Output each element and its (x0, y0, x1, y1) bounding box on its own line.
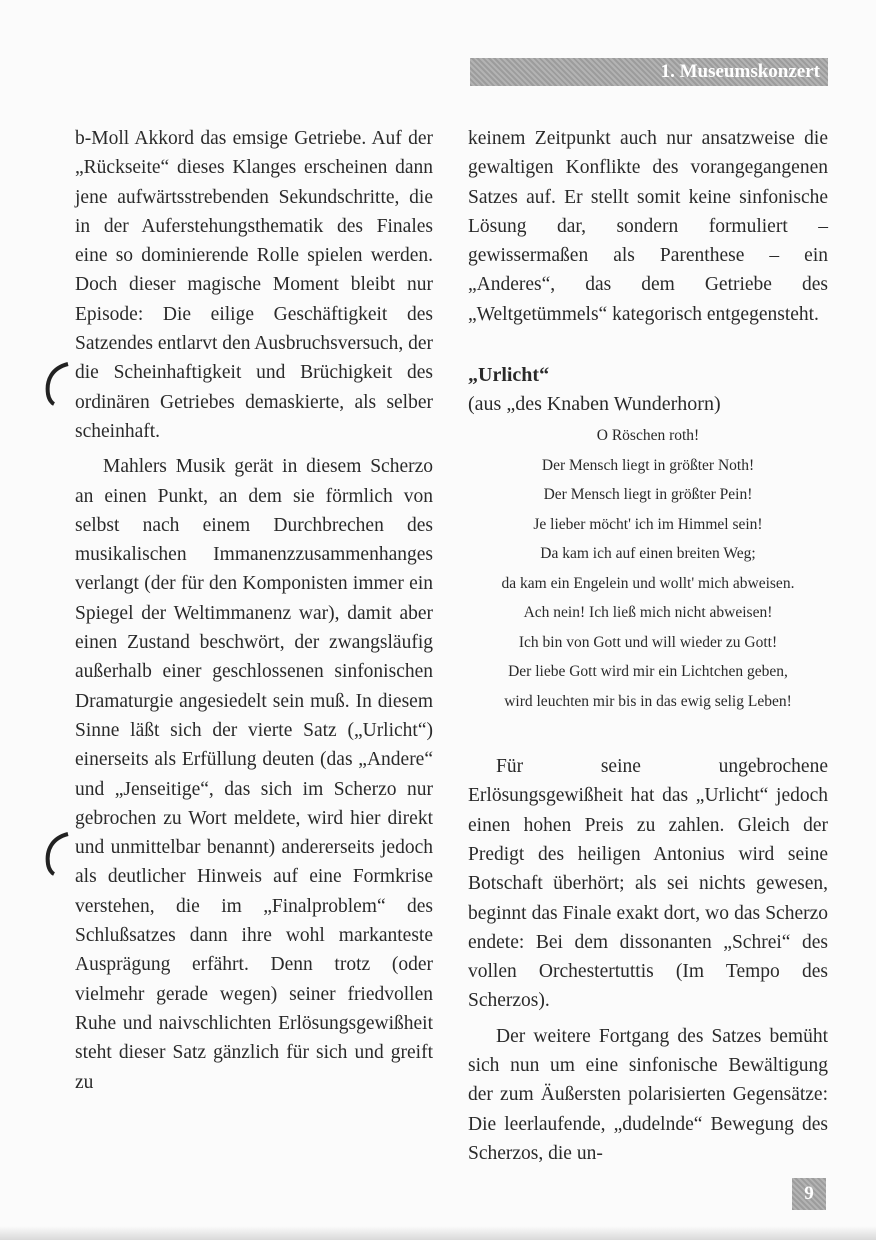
page-edge (0, 1226, 876, 1240)
section-title: 1. Museumskonzert (660, 61, 820, 82)
poem-line: Der Mensch liegt in größter Pein! (543, 486, 753, 504)
paragraph: Mahlers Musik gerät in diesem Scherzo an einen Punkt, an dem sie förmlich von selbst nach einem Durchbrechen des musikalischen Immanenzzusammenhanges verlangt (der für den Komponisten immer ein Spiegel der Weltimmanenz war), damit aber einen Zustand beschwört, der zwangsläufig außerhalb einer geschlossenen sinfonischen Dramaturgie angesiedelt sein muß. In diesem Sinne läßt sich der vierte Satz („Urlicht“) einerseits als Erfüllung deuten (das „Andere“ und „Jenseitige“, das sich im Scherzo nur gebrochen zu Wort meldete, wird hier direkt und unmittelbar benannt) andererseits jedoch als deutlicher Hinweis auf eine Formkrise verstehen, die im „Finalproblem“ des Schlußsatzes dann ihre wohl markanteste Ausprägung erfährt. Denn trotz (oder vielmehr gerade wegen) seiner friedvollen Ruhe und naivschlichten Erlösungsgewißheit steht dieser Satz gänzlich für sich und greift zu (75, 456, 433, 1093)
paragraph: Für seine ungebrochene Erlösungsgewißheit hat das „Urlicht“ jedoch einen hohen Preis zu zahlen. Gleich der Predigt des heiligen Antonius wird seine Botschaft überhört; als sei nichts gewesen, beginnt das Finale exakt dort, wo das Scherzo endete: Bei dem dissonanten „Schrei“ des vollen Orchestertuttis (Im Tempo des Scherzos). (468, 756, 828, 1012)
binding-hole-mark (44, 360, 72, 406)
page-number: 9 (792, 1178, 826, 1210)
binding-hole-mark (44, 830, 72, 876)
section-header (470, 58, 828, 86)
paragraph: b-Moll Akkord das emsige Getriebe. Auf der „Rückseite“ dieses Klanges erscheinen dann jene aufwärtsstrebenden Sekundschritte, die in der Auferstehungsthematik des Finales eine so dominierende Rolle spielen werden. Doch dieser magische Moment bleibt nur Episode: Die eilige Geschäftigkeit des Satzendes entlarvt den Ausbruchsversuch, der die Scheinhaftigkeit und Brüchigkeit des ordinären Getriebes demaskierte, als selber scheinhaft. (75, 128, 433, 442)
poem-line: O Röschen roth! (596, 427, 700, 445)
left-column (75, 124, 433, 1097)
song-title: „Urlicht“ (468, 364, 550, 387)
poem-line: wird leuchten mir bis in das ewig selig Leben! (504, 692, 792, 710)
poem-line: Ich bin von Gott und will wieder zu Gott! (518, 633, 778, 651)
poem-line: Je lieber möcht' ich im Himmel sein! (533, 515, 763, 533)
poem (468, 421, 828, 716)
paragraph: keinem Zeitpunkt auch nur ansatzweise die gewaltigen Konflikte des vorangegangenen Satzes auf. Er stellt somit keine sinfonische Lösung dar, sondern formuliert – gewissermaßen als Parenthese – ein „Anderes“, das dem Getriebe des „Weltgetümmels“ kategorisch entgegensteht. (468, 128, 828, 325)
poem-line: Der Mensch liegt in größter Noth! (541, 456, 755, 474)
poem-line: Der liebe Gott wird mir ein Lichtchen geben, (508, 663, 788, 681)
right-column (468, 124, 828, 1168)
poem-line: da kam ein Engelein und wollt' mich abweisen. (501, 574, 795, 592)
paragraph: Der weitere Fortgang des Satzes bemüht sich nun um eine sinfonische Bewältigung der zum Äußersten polarisierten Gegensätze: Die leerlaufende, „dudelnde“ Bewegung des Scherzos, die un- (468, 1025, 828, 1164)
poem-line: Ach nein! Ich ließ mich nicht abweisen! (523, 604, 773, 622)
song-source: (aus „des Knaben Wunderhorn) (468, 393, 721, 416)
poem-line: Da kam ich auf einen breiten Weg; (540, 545, 756, 563)
